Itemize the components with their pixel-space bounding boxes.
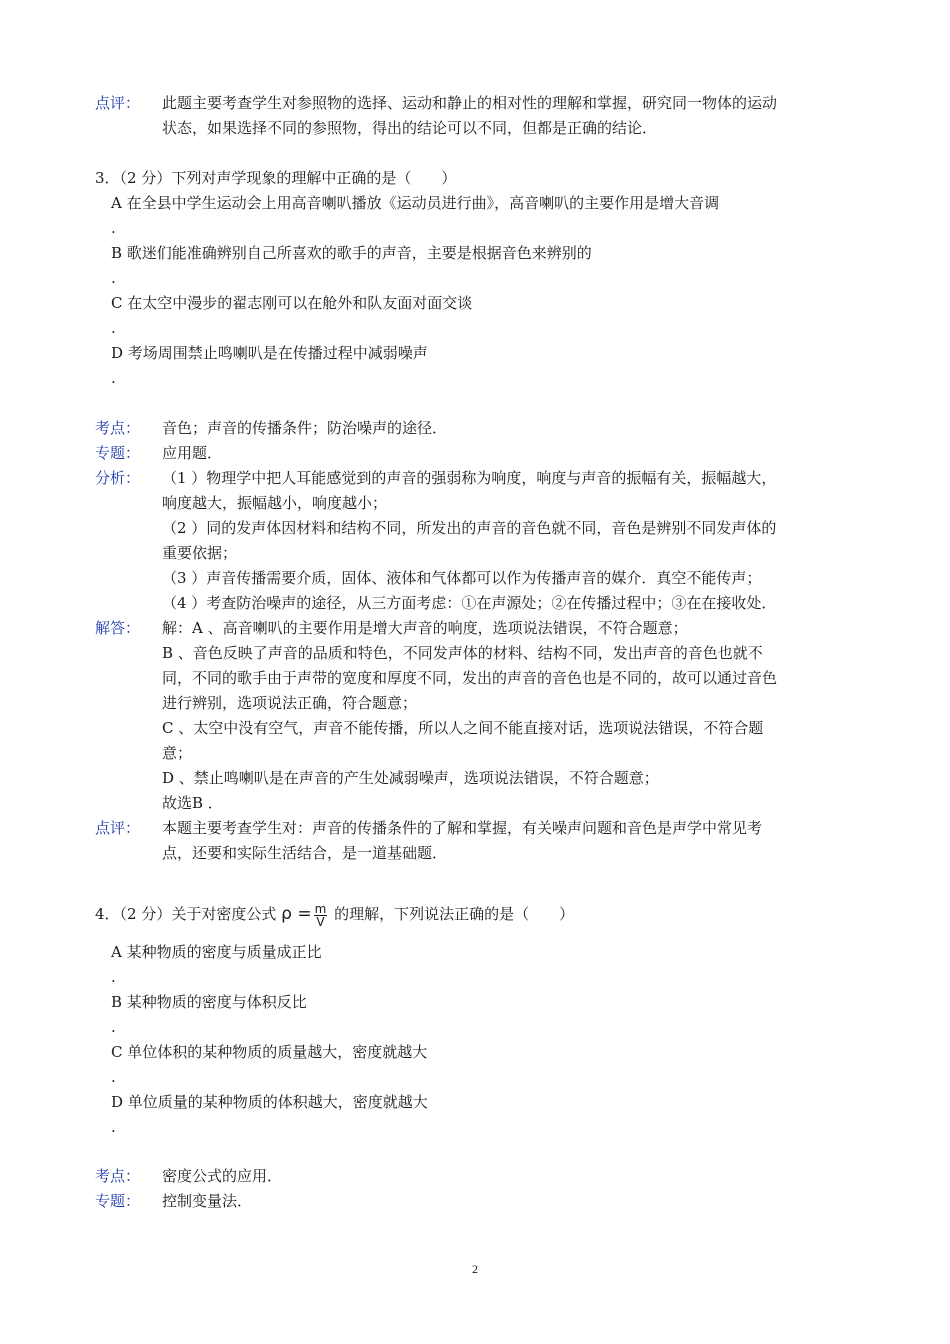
dianping-label: 点评： — [95, 819, 141, 837]
fenxi-line: （4 ）考查防治噪声的途径，从三方面考虑：①在声源处；②在传播过程中；③在在接收处． — [162, 594, 777, 612]
stem-prefix: 4．（2 分）关于对密度公式 — [95, 905, 277, 923]
option-dot: . — [111, 269, 116, 287]
fenxi-line: （1 ）物理学中把人耳能感觉到的声音的强弱称为响度，响度与声音的振幅有关，振幅越大， — [162, 469, 777, 487]
density-fraction — [314, 903, 328, 928]
zhuanti-label: 专题： — [95, 1192, 141, 1210]
option-a: A 某种物质的密度与质量成正比 — [111, 943, 322, 961]
fraction-denominator: V — [316, 914, 325, 929]
jieda-line: 意； — [162, 744, 193, 762]
dianping-line: 本题主要考查学生对：声音的传播条件的了解和掌握，有关噪声问题和音色是声学中常见考 — [162, 819, 763, 837]
stem-suffix: 的理解，下列说法正确的是（ ） — [334, 905, 575, 923]
fenxi-label: 分析： — [95, 469, 141, 487]
jieda-line: 解：A 、高音喇叭的主要作用是增大声音的响度，选项说法错误，不符合题意； — [162, 619, 688, 637]
kaodian-text: 密度公式的应用． — [162, 1167, 283, 1185]
question-stem — [95, 898, 855, 930]
option-dot: . — [111, 1018, 116, 1036]
question-stem: 3．（2 分）下列对声学现象的理解中正确的是（ ） — [95, 169, 457, 187]
comment-label: 点评： — [95, 94, 141, 112]
fraction-numerator: m — [314, 901, 327, 916]
jieda-line: 故选B ． — [162, 794, 223, 812]
question-4-analysis — [95, 1164, 855, 1214]
option-a: A 在全县中学生运动会上用高音喇叭播放《运动员进行曲》，高音喇叭的主要作用是增大音调 — [111, 194, 720, 212]
jieda-line: C 、太空中没有空气，声音不能传播，所以人之间不能直接对话，选项说法错误，不符合题 — [162, 719, 764, 737]
prev-comment-block — [95, 91, 855, 141]
option-dot: . — [111, 319, 116, 337]
dianping-line: 点，还要和实际生活结合，是一道基础题． — [162, 844, 448, 862]
fenxi-line: 响度越大，振幅越小，响度越小； — [162, 494, 388, 512]
kaodian-label: 考点： — [95, 1167, 141, 1185]
fenxi-line: 重要依据； — [162, 544, 238, 562]
question-3 — [95, 166, 855, 391]
option-dot: . — [111, 1118, 116, 1136]
comment-line: 状态，如果选择不同的参照物，得出的结论可以不同，但都是正确的结论． — [162, 119, 658, 137]
question-4-options — [95, 940, 855, 1140]
zhuanti-text: 控制变量法． — [162, 1192, 253, 1210]
rho-symbol: ρ = — [281, 904, 312, 924]
fenxi-line: （2 ）同的发声体因材料和结构不同，所发出的声音的音色就不同，音色是辨别不同发声体的 — [162, 519, 777, 537]
comment-line: 此题主要考查学生对参照物的选择、运动和静止的相对性的理解和掌握，研究同一物体的运动 — [162, 94, 778, 112]
option-dot: . — [111, 1068, 116, 1086]
question-4 — [95, 898, 855, 930]
option-b: B 歌迷们能准确辨别自己所喜欢的歌手的声音，主要是根据音色来辨别的 — [111, 244, 592, 262]
jieda-line: 同，不同的歌手由于声带的宽度和厚度不同，发出的声音的音色也是不同的，故可以通过音色 — [162, 669, 778, 687]
jieda-line: 进行辨别，选项说法正确，符合题意； — [162, 694, 418, 712]
option-d: D 单位质量的某种物质的体积越大，密度就越大 — [111, 1093, 428, 1111]
jieda-label: 解答： — [95, 619, 141, 637]
option-d: D 考场周围禁止鸣喇叭是在传播过程中减弱噪声 — [111, 344, 428, 362]
kaodian-text: 音色；声音的传播条件；防治噪声的途径． — [162, 419, 448, 437]
zhuanti-text: 应用题． — [162, 444, 223, 462]
question-3-analysis — [95, 416, 855, 866]
kaodian-label: 考点： — [95, 419, 141, 437]
option-dot: . — [111, 219, 116, 237]
jieda-line: B 、音色反映了声音的品质和特色，不同发声体的材料、结构不同，发出声音的音色也就不 — [162, 644, 763, 662]
option-b: B 某种物质的密度与体积反比 — [111, 993, 307, 1011]
option-c: C 在太空中漫步的翟志刚可以在舱外和队友面对面交谈 — [111, 294, 473, 312]
zhuanti-label: 专题： — [95, 444, 141, 462]
option-dot: . — [111, 968, 116, 986]
option-c: C 单位体积的某种物质的质量越大，密度就越大 — [111, 1043, 428, 1061]
page-number: 2 — [472, 1262, 478, 1276]
option-dot: . — [111, 369, 116, 387]
fenxi-line: （3 ）声音传播需要介质，固体、液体和气体都可以作为传播声音的媒介．真空不能传声； — [162, 569, 762, 587]
jieda-line: D 、禁止鸣喇叭是在声音的产生处减弱噪声，选项说法错误，不符合题意； — [162, 769, 659, 787]
